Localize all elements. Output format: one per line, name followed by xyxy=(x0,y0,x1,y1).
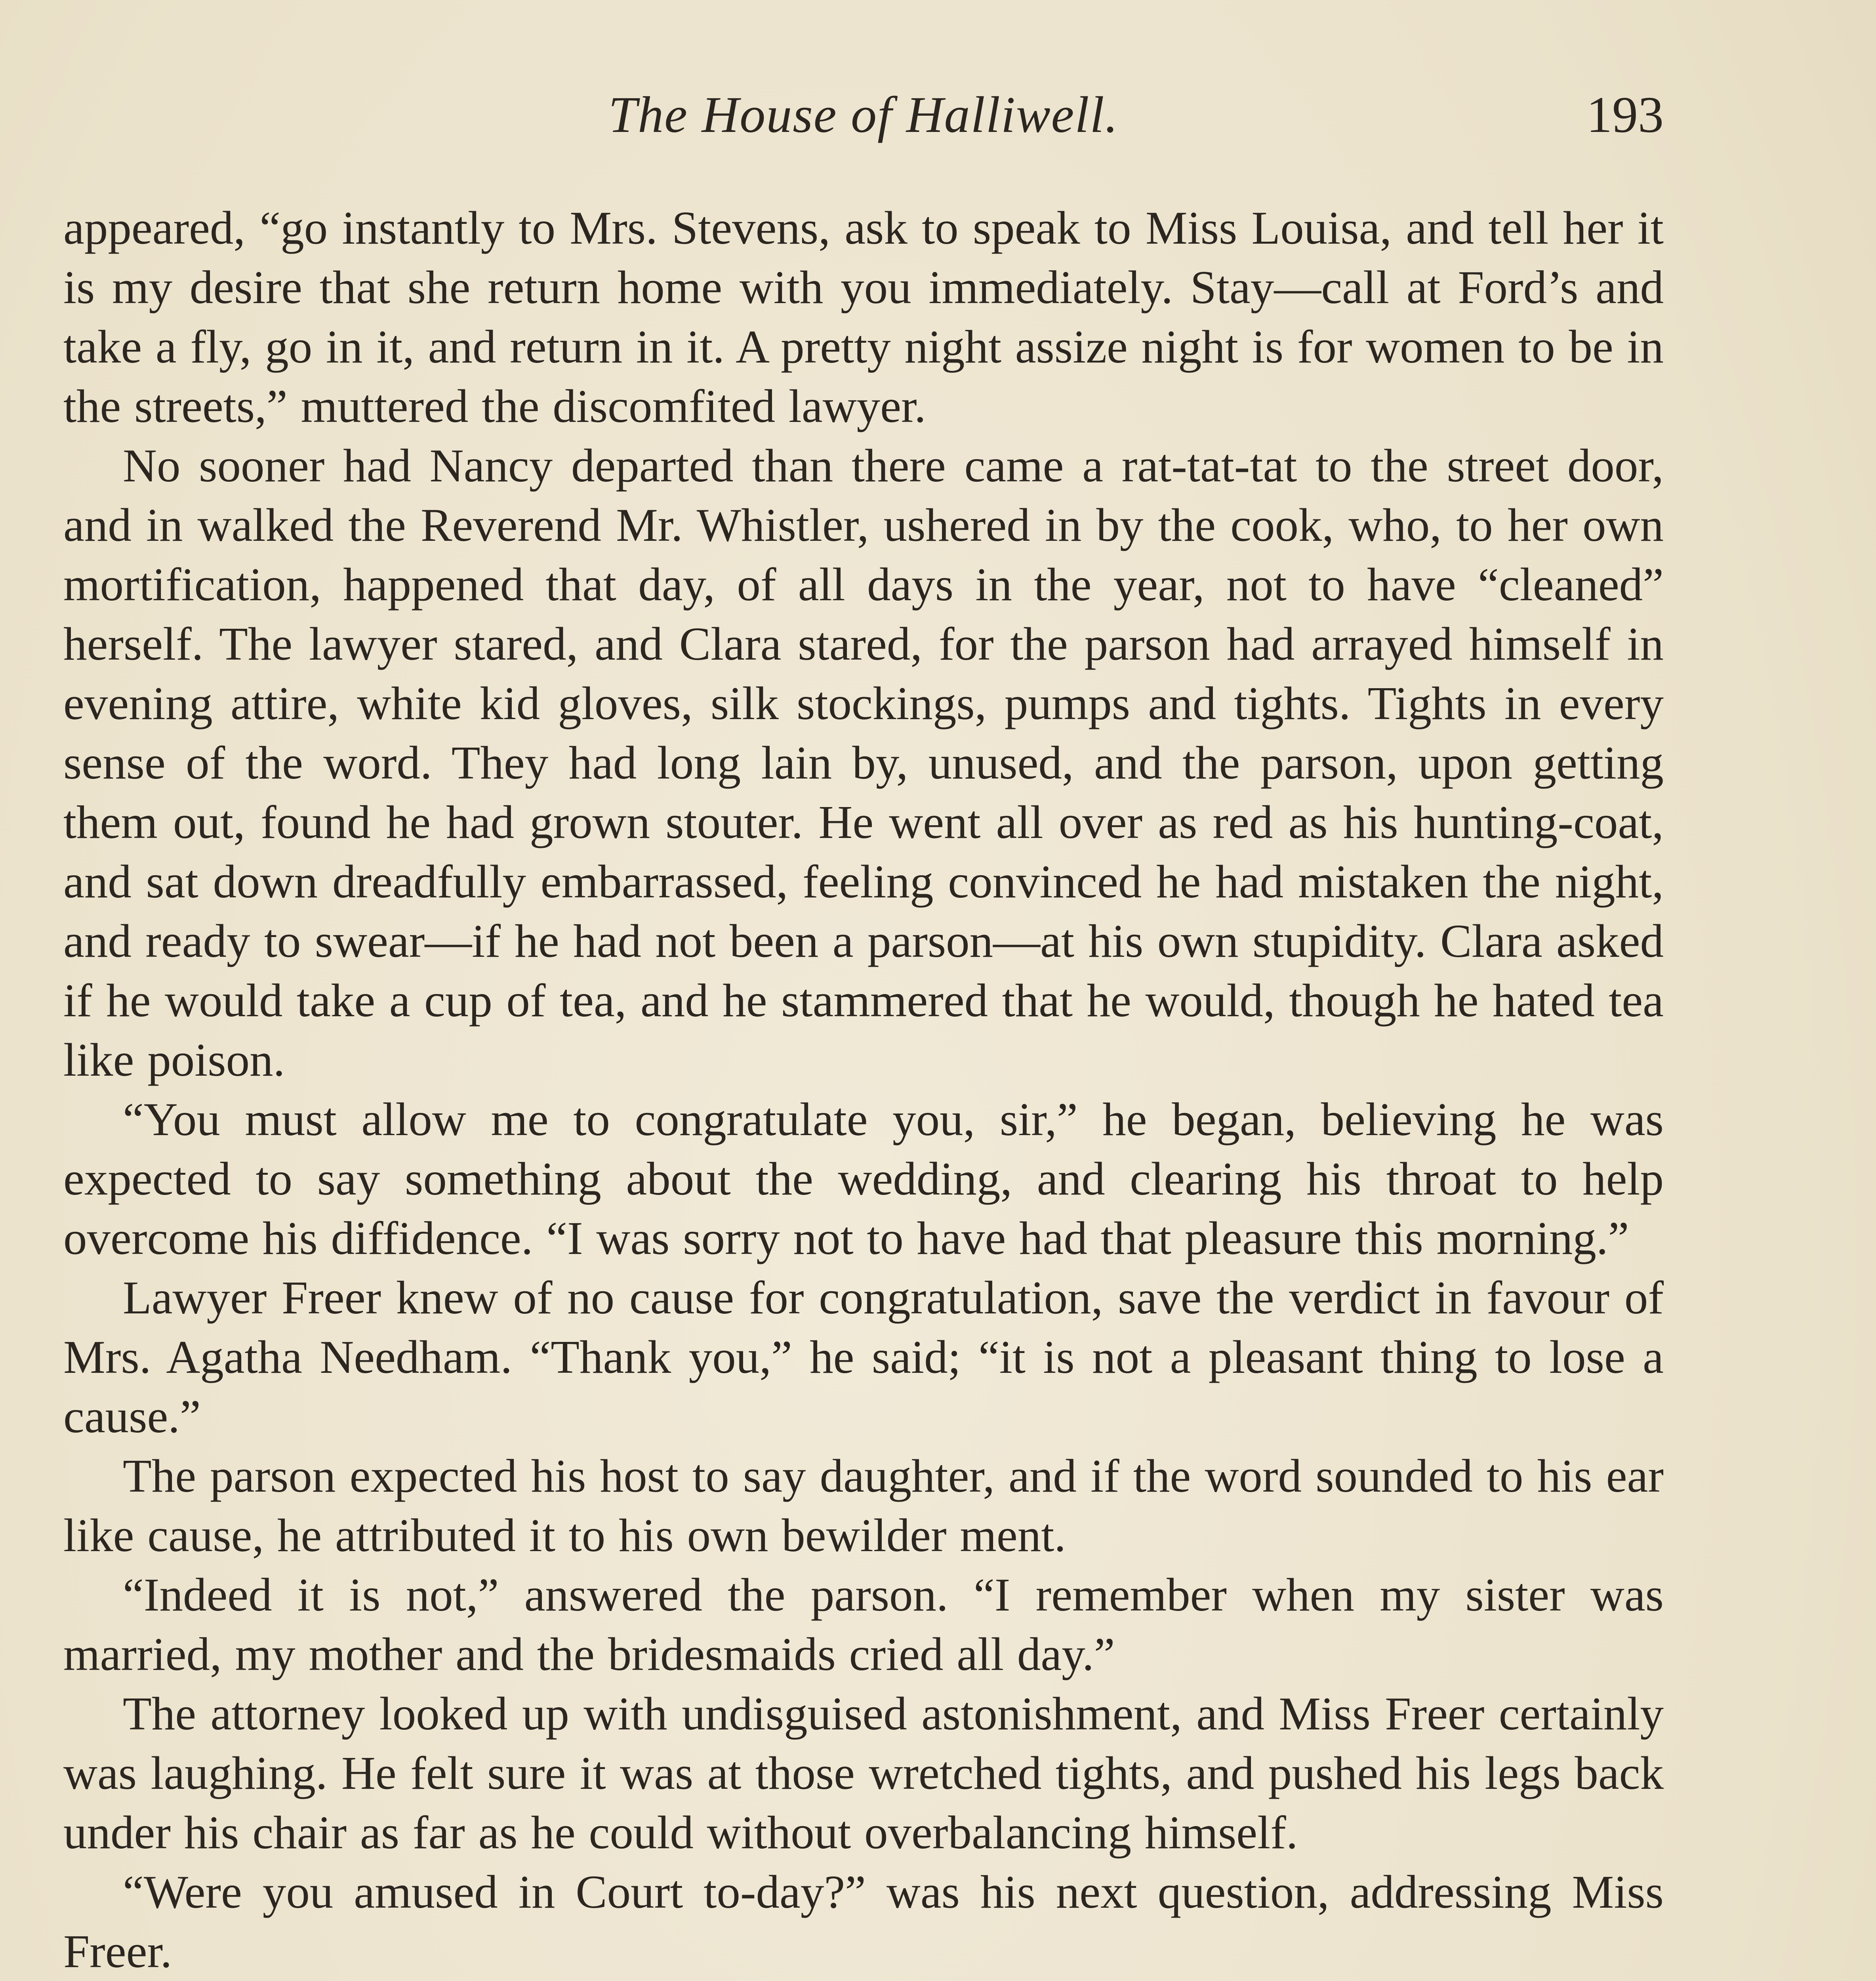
paragraph: “You must allow me to congratulate you, sir,” he began, believing he was expected to say something about the wedding, and clearing his throat to help overcome his diffidence. “I was sorry not to have had that pleasure this morning.” xyxy=(63,1093,1664,1264)
paragraph: The attorney looked up with undisguised astonishment, and Miss Freer certainly was laughing. He felt sure it was at those wretched tights, and pushed his legs back under his chair as far as he could without overbalancing himself. xyxy=(63,1687,1664,1859)
paragraph: Lawyer Freer knew of no cause for congratulation, save the verdict in favour of Mrs. Agatha Needham. “Thank you,” he said; “it is not a pleasant thing to lose a cause.” xyxy=(63,1271,1664,1443)
paragraph: appeared, “go instantly to Mrs. Stevens, ask to speak to Miss Louisa, and tell her it is my desire that she return home with you immediately. Stay—call at Ford’s and take a fly, go in it, and return in it. A pretty night assize night is for women to be in the streets,” muttered the discomfited lawyer. xyxy=(63,202,1664,432)
page-header xyxy=(63,85,1664,160)
paragraph: The parson expected his host to say daughter, and if the word sounded to his ear like cause, he attributed it to his own bewilder ment. xyxy=(63,1450,1664,1561)
paragraph: No sooner had Nancy departed than there came a rat-tat-tat to the street door, and in walked the Reverend Mr. Whistler, ushered in by the cook, who, to her own mortification, happened that day, of all days in the year, not to have “cleaned” herself. The lawyer stared, and Clara stared, for the parson had arrayed himself in evening attire, white kid gloves, silk stockings, pumps and tights. Tights in every sense of the word. They had long lain by, unused, and the parson, upon getting them out, found he had grown stouter. He went all over as red as his hunting-coat, and sat down dreadfully embarrassed, feeling convinced he had mistaken the night, and ready to swear—if he had not been a parson—at his own stupidity. Clara asked if he would take a cup of tea, and he stammered that he would, though he hated tea like poison. xyxy=(63,439,1664,1086)
body-text xyxy=(63,198,1664,1981)
page-number: 193 xyxy=(1586,86,1664,143)
paragraph: “Were you amused in Court to-day?” was his next question, addressing Miss Freer. xyxy=(63,1866,1664,1977)
running-title: The House of Halliwell. xyxy=(608,86,1119,143)
paragraph: “Indeed it is not,” answered the parson. “I remember when my sister was married, my mother and the bridesmaids cried all day.” xyxy=(63,1569,1664,1680)
